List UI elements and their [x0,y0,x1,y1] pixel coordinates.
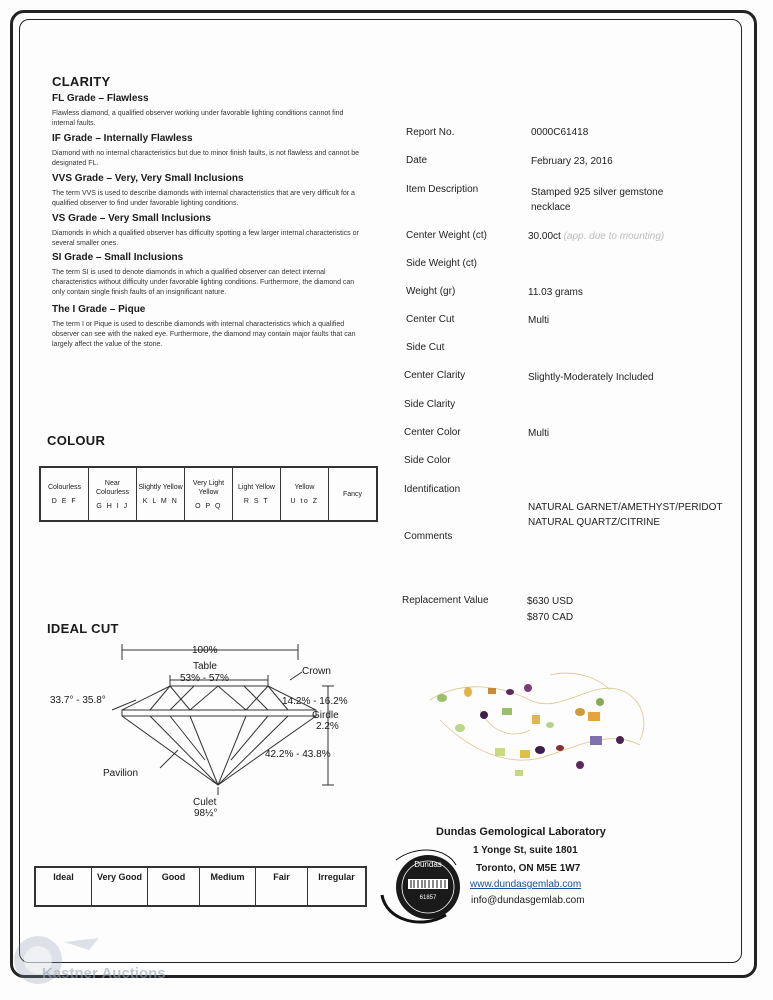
report-label-date: Date [406,155,428,166]
report-value-date: February 23, 2016 [531,156,613,167]
report-value-item-description: Stamped 925 silver gemstone necklace [531,187,664,213]
clarity-grade-i: The I Grade – Pique [52,304,146,315]
colour-cell-colourless: Colourless D E F [40,467,89,521]
report-label-item-description: Item Description [406,184,479,195]
report-label-center-weight: Center Weight (ct) [406,230,487,241]
colour-cell-fancy: Fancy [329,467,378,521]
lab-seal-logo [376,845,466,930]
clarity-grade-si: SI Grade – Small Inclusions [52,252,184,263]
colour-cell-slightly-yellow: Slightly Yellow K L M N [137,467,185,521]
cut-grade-very-good: Very Good [92,867,148,906]
clarity-desc-fl: Flawless diamond, a qualified observer working under favorable lighting conditions cannot find internal faults. [52,110,344,127]
identification-line-2: NATURAL QUARTZ/CITRINE [528,517,661,528]
cut-girdle-pct: 2.2% [316,721,339,732]
clarity-desc-vvs: The term VVS is used to describe diamonds with internal characteristics that are very difficult for a qualified observer to find under favorable lighting conditions. [52,190,355,207]
cut-culet-pct: 98½° [194,808,218,819]
report-label-replacement-value: Replacement Value [402,595,489,606]
lab-website-link[interactable]: www.dundasgemlab.com [470,879,582,890]
cut-total-width: 100% [192,645,218,656]
center-weight-note: (app. due to mounting) [563,231,665,242]
clarity-grade-fl: FL Grade – Flawless [52,93,149,104]
colour-cell-very-light-yellow: Very Light Yellow O P Q [185,467,233,521]
report-value-weight: 11.03 grams [528,287,583,298]
watermark-text: Kastner Auctions [42,965,166,982]
ideal-cut-heading: IDEAL CUT [47,621,119,636]
lab-address-line-1: 1 Yonge St, suite 1801 [473,845,578,856]
report-label-weight: Weight (gr) [406,286,456,297]
replacement-value-cad: $870 CAD [527,612,574,623]
identification-line-1: NATURAL GARNET/AMETHYST/PERIDOT [528,502,723,513]
clarity-desc-i: The term I or Pique is used to describe diamonds with internal characteristics which a qualified observer can see with the naked eye. Furthermore, the diamond may contain major faults that can largely affect the value of the stone. [52,321,356,348]
colour-cell-yellow: Yellow U to Z [281,467,329,521]
clarity-grade-if: IF Grade – Internally Flawless [52,133,193,144]
cut-table-pct: 53% - 57% [180,673,229,684]
kastner-auctions-watermark [4,930,166,998]
report-value-report-no: 0000C61418 [531,127,589,138]
report-label-center-cut: Center Cut [406,314,455,325]
cut-pavilion-pct: 42.2% - 43.8% [265,749,331,760]
cut-grade-table [34,866,367,907]
lab-email[interactable]: info@dundasgemlab.com [471,895,585,906]
report-value-center-cut: Multi [528,315,550,326]
cut-crown-label: Crown [302,666,331,677]
cut-culet-label: Culet [193,797,217,808]
report-label-center-color: Center Color [404,427,461,438]
cut-girdle-label: Girdle [312,710,339,721]
clarity-desc-vs: Diamonds in which a qualified observer has difficulty spotting a few larger internal characteristics or several smaller ones. [52,230,359,247]
lab-address-line-2: Toronto, ON M5E 1W7 [476,863,581,874]
clarity-grade-vs: VS Grade – Very Small Inclusions [52,213,211,224]
colour-heading: COLOUR [47,433,106,448]
report-label-side-cut: Side Cut [406,342,445,353]
colour-cell-light-yellow: Light Yellow R S T [233,467,281,521]
report-value-center-color: Multi [528,428,550,439]
colour-scale-table [39,466,378,522]
report-label-report-no: Report No. [406,127,455,138]
report-label-comments: Comments [404,531,453,542]
clarity-desc-si: The term SI is used to denote diamonds in which a qualified observer can detect internal characteristics without difficulty under favorable lighting conditions. Furthermore, the diamond can only contain single finish faults of an insignificant nature. [52,269,355,296]
seal-number: 61857 [419,895,437,901]
cut-crown-pct: 14.2% - 16.2% [282,696,348,707]
report-label-identification: Identification [404,484,461,495]
report-label-side-clarity: Side Clarity [404,399,456,410]
cut-grade-irregular: Irregular [308,867,367,906]
clarity-grade-vvs: VVS Grade – Very, Very Small Inclusions [52,173,244,184]
report-value-center-clarity: Slightly-Moderately Included [528,372,654,383]
cut-grade-medium: Medium [200,867,256,906]
clarity-heading: CLARITY [52,74,111,89]
report-label-side-weight: Side Weight (ct) [406,258,477,269]
replacement-value-usd: $630 USD [527,596,574,607]
cut-grade-good: Good [148,867,200,906]
seal-text: Dundas [414,860,442,869]
cut-pavilion-label: Pavilion [103,768,139,779]
lab-name: Dundas Gemological Laboratory [436,826,606,838]
cut-crown-angle: 33.7° - 35.8° [50,695,106,706]
cut-grade-ideal: Ideal [35,867,92,906]
report-label-side-color: Side Color [404,455,451,466]
cut-grade-fair: Fair [256,867,308,906]
clarity-desc-if: Diamond with no internal characteristics but due to minor finish faults, is not flawless and cannot be designated FL. [52,150,359,167]
center-weight-value: 30.00ct [528,231,561,242]
necklace-photo [420,660,660,790]
colour-cell-near-colourless: Near Colourless G H I J [89,467,137,521]
cut-table-label: Table [193,661,217,672]
report-value-center-weight [528,231,664,242]
report-label-center-clarity: Center Clarity [404,370,466,381]
